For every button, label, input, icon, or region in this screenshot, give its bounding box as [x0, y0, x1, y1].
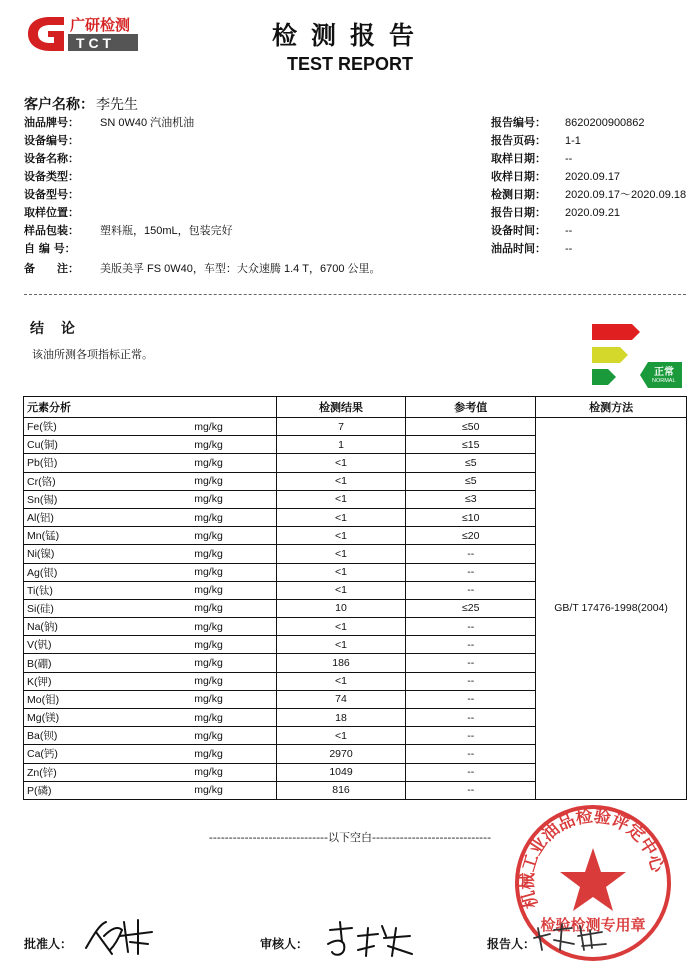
- result-cell: <1: [276, 563, 406, 581]
- result-cell: <1: [276, 472, 406, 490]
- info-test-date: 检测日期： 2020.09.17～2020.09.18: [491, 188, 687, 201]
- unit-cell: mg/kg: [188, 763, 276, 781]
- header-reference: 参考值: [406, 397, 536, 418]
- result-cell: <1: [276, 545, 406, 563]
- element-cell: B(硼): [24, 654, 189, 672]
- approver-signature: [82, 914, 162, 962]
- info-report-date: 报告日期： 2020.09.21: [491, 206, 621, 219]
- result-cell: 18: [276, 709, 406, 727]
- info-self-no: 自 编 号：: [24, 242, 76, 255]
- element-cell: Cr(铬): [24, 472, 189, 490]
- element-cell: Fe(铁): [24, 418, 189, 436]
- unit-cell: mg/kg: [188, 581, 276, 599]
- reference-cell: --: [406, 545, 536, 563]
- info-report-no: 报告编号： 8620200900862: [491, 116, 645, 129]
- result-cell: <1: [276, 527, 406, 545]
- unit-cell: mg/kg: [188, 472, 276, 490]
- unit-cell: mg/kg: [188, 436, 276, 454]
- svg-text:T C T: T C T: [76, 35, 111, 51]
- unit-cell: mg/kg: [188, 563, 276, 581]
- table-row: [24, 418, 687, 436]
- reference-cell: ≤10: [406, 508, 536, 526]
- result-cell: 2970: [276, 745, 406, 763]
- reporter-signature: [532, 920, 612, 958]
- result-cell: <1: [276, 636, 406, 654]
- info-equipment-name: 设备名称：: [24, 152, 79, 165]
- client-value: 李先生: [96, 97, 138, 113]
- result-cell: <1: [276, 508, 406, 526]
- reference-cell: --: [406, 690, 536, 708]
- element-cell: Ca(钙): [24, 745, 189, 763]
- element-cell: Si(硅): [24, 599, 189, 617]
- element-cell: Sn(锡): [24, 490, 189, 508]
- unit-cell: mg/kg: [188, 454, 276, 472]
- element-cell: K(钾): [24, 672, 189, 690]
- reference-cell: --: [406, 654, 536, 672]
- element-cell: Ag(银): [24, 563, 189, 581]
- reporter-label: 报告人：: [487, 937, 536, 951]
- unit-cell: mg/kg: [188, 745, 276, 763]
- result-cell: 7: [276, 418, 406, 436]
- element-cell: Ni(镍): [24, 545, 189, 563]
- reference-cell: --: [406, 563, 536, 581]
- unit-cell: mg/kg: [188, 527, 276, 545]
- info-remarks: 备 注： 美版美孚 FS 0W40，车型：大众速腾 1.4 T，6700 公里。: [24, 262, 381, 275]
- unit-cell: mg/kg: [188, 508, 276, 526]
- reference-cell: --: [406, 763, 536, 781]
- reference-cell: ≤3: [406, 490, 536, 508]
- info-receive-date: 收样日期： 2020.09.17: [491, 170, 621, 183]
- info-equipment-model: 设备型号：: [24, 188, 79, 201]
- result-cell: 816: [276, 781, 406, 799]
- info-oil-time: 油品时间： --: [491, 242, 573, 255]
- result-cell: 74: [276, 690, 406, 708]
- status-bar-green: [592, 369, 616, 385]
- element-cell: Pb(铅): [24, 454, 189, 472]
- info-sampling-date: 取样日期： --: [491, 152, 573, 165]
- result-cell: <1: [276, 618, 406, 636]
- unit-cell: mg/kg: [188, 672, 276, 690]
- result-cell: 186: [276, 654, 406, 672]
- result-cell: 10: [276, 599, 406, 617]
- blank-note: ------------------------------以下空白------------------------------: [208, 831, 492, 844]
- unit-cell: mg/kg: [188, 490, 276, 508]
- header-result: 检测结果: [276, 397, 406, 418]
- info-equipment-type: 设备类型：: [24, 170, 79, 183]
- report-title-en: TEST REPORT: [286, 54, 413, 74]
- unit-cell: mg/kg: [188, 654, 276, 672]
- reference-cell: ≤5: [406, 472, 536, 490]
- element-cell: Zn(锌): [24, 763, 189, 781]
- element-cell: Na(钠): [24, 618, 189, 636]
- unit-cell: mg/kg: [188, 418, 276, 436]
- reviewer-signature: [322, 916, 418, 964]
- logo-text: 广研检测: [70, 16, 131, 34]
- status-bar-yellow: [592, 347, 628, 363]
- method-cell: GB/T 17476-1998(2004): [536, 418, 687, 800]
- conclusion-text: 该油所测各项指标正常。: [32, 348, 153, 361]
- unit-cell: mg/kg: [188, 599, 276, 617]
- unit-cell: mg/kg: [188, 727, 276, 745]
- status-indicator: [590, 320, 686, 390]
- status-label-en: NORMAL: [652, 378, 676, 384]
- conclusion-title: 结 论: [30, 321, 81, 337]
- result-cell: <1: [276, 672, 406, 690]
- info-equipment-no: 设备编号：: [24, 134, 79, 147]
- seal-text: 机械工业油品检验评定中心: [517, 806, 668, 911]
- section-divider: [24, 294, 686, 295]
- result-cell: <1: [276, 454, 406, 472]
- approver-label: 批准人：: [24, 937, 73, 951]
- reference-cell: --: [406, 709, 536, 727]
- reference-cell: ≤5: [406, 454, 536, 472]
- element-cell: V(钒): [24, 636, 189, 654]
- reference-cell: --: [406, 745, 536, 763]
- element-cell: Al(铝): [24, 508, 189, 526]
- unit-cell: mg/kg: [188, 636, 276, 654]
- client-name: [24, 94, 138, 114]
- element-cell: Mn(锰): [24, 527, 189, 545]
- table-header-row: [24, 397, 687, 418]
- status-bar-red: [592, 324, 640, 340]
- info-equipment-time: 设备时间： --: [491, 224, 573, 237]
- element-cell: P(磷): [24, 781, 189, 799]
- unit-cell: mg/kg: [188, 618, 276, 636]
- element-cell: Mg(镁): [24, 709, 189, 727]
- reference-cell: ≤20: [406, 527, 536, 545]
- element-cell: Ti(钛): [24, 581, 189, 599]
- reference-cell: --: [406, 636, 536, 654]
- result-cell: 1049: [276, 763, 406, 781]
- result-cell: <1: [276, 727, 406, 745]
- reference-cell: ≤50: [406, 418, 536, 436]
- result-cell: 1: [276, 436, 406, 454]
- reference-cell: --: [406, 581, 536, 599]
- unit-cell: mg/kg: [188, 545, 276, 563]
- info-report-page: 报告页码： 1-1: [491, 134, 581, 147]
- reference-cell: ≤25: [406, 599, 536, 617]
- header-element: 元素分析: [24, 397, 277, 418]
- reviewer-label: 审核人：: [260, 937, 309, 951]
- unit-cell: mg/kg: [188, 709, 276, 727]
- unit-cell: mg/kg: [188, 690, 276, 708]
- client-label: 客户名称：: [24, 97, 94, 113]
- reference-cell: --: [406, 781, 536, 799]
- svg-text:检验检测专用章: 检验检测专用章: [540, 916, 646, 934]
- reference-cell: ≤15: [406, 436, 536, 454]
- element-cell: Cu(铜): [24, 436, 189, 454]
- reference-cell: --: [406, 672, 536, 690]
- element-cell: Ba(钡): [24, 727, 189, 745]
- status-label-cn: 正常: [654, 367, 674, 378]
- reference-cell: --: [406, 727, 536, 745]
- results-table: [23, 396, 687, 800]
- reference-cell: --: [406, 618, 536, 636]
- info-oil-brand: 油品牌号： SN 0W40 汽油机油: [24, 116, 195, 129]
- info-sampling-location: 取样位置：: [24, 206, 79, 219]
- unit-cell: mg/kg: [188, 781, 276, 799]
- info-sample-package: 样品包装： 塑料瓶，150mL，包装完好: [24, 224, 233, 237]
- element-cell: Mo(钼): [24, 690, 189, 708]
- header-method: 检测方法: [536, 397, 687, 418]
- result-cell: <1: [276, 490, 406, 508]
- report-title-cn: 检测报告: [271, 21, 428, 50]
- result-cell: <1: [276, 581, 406, 599]
